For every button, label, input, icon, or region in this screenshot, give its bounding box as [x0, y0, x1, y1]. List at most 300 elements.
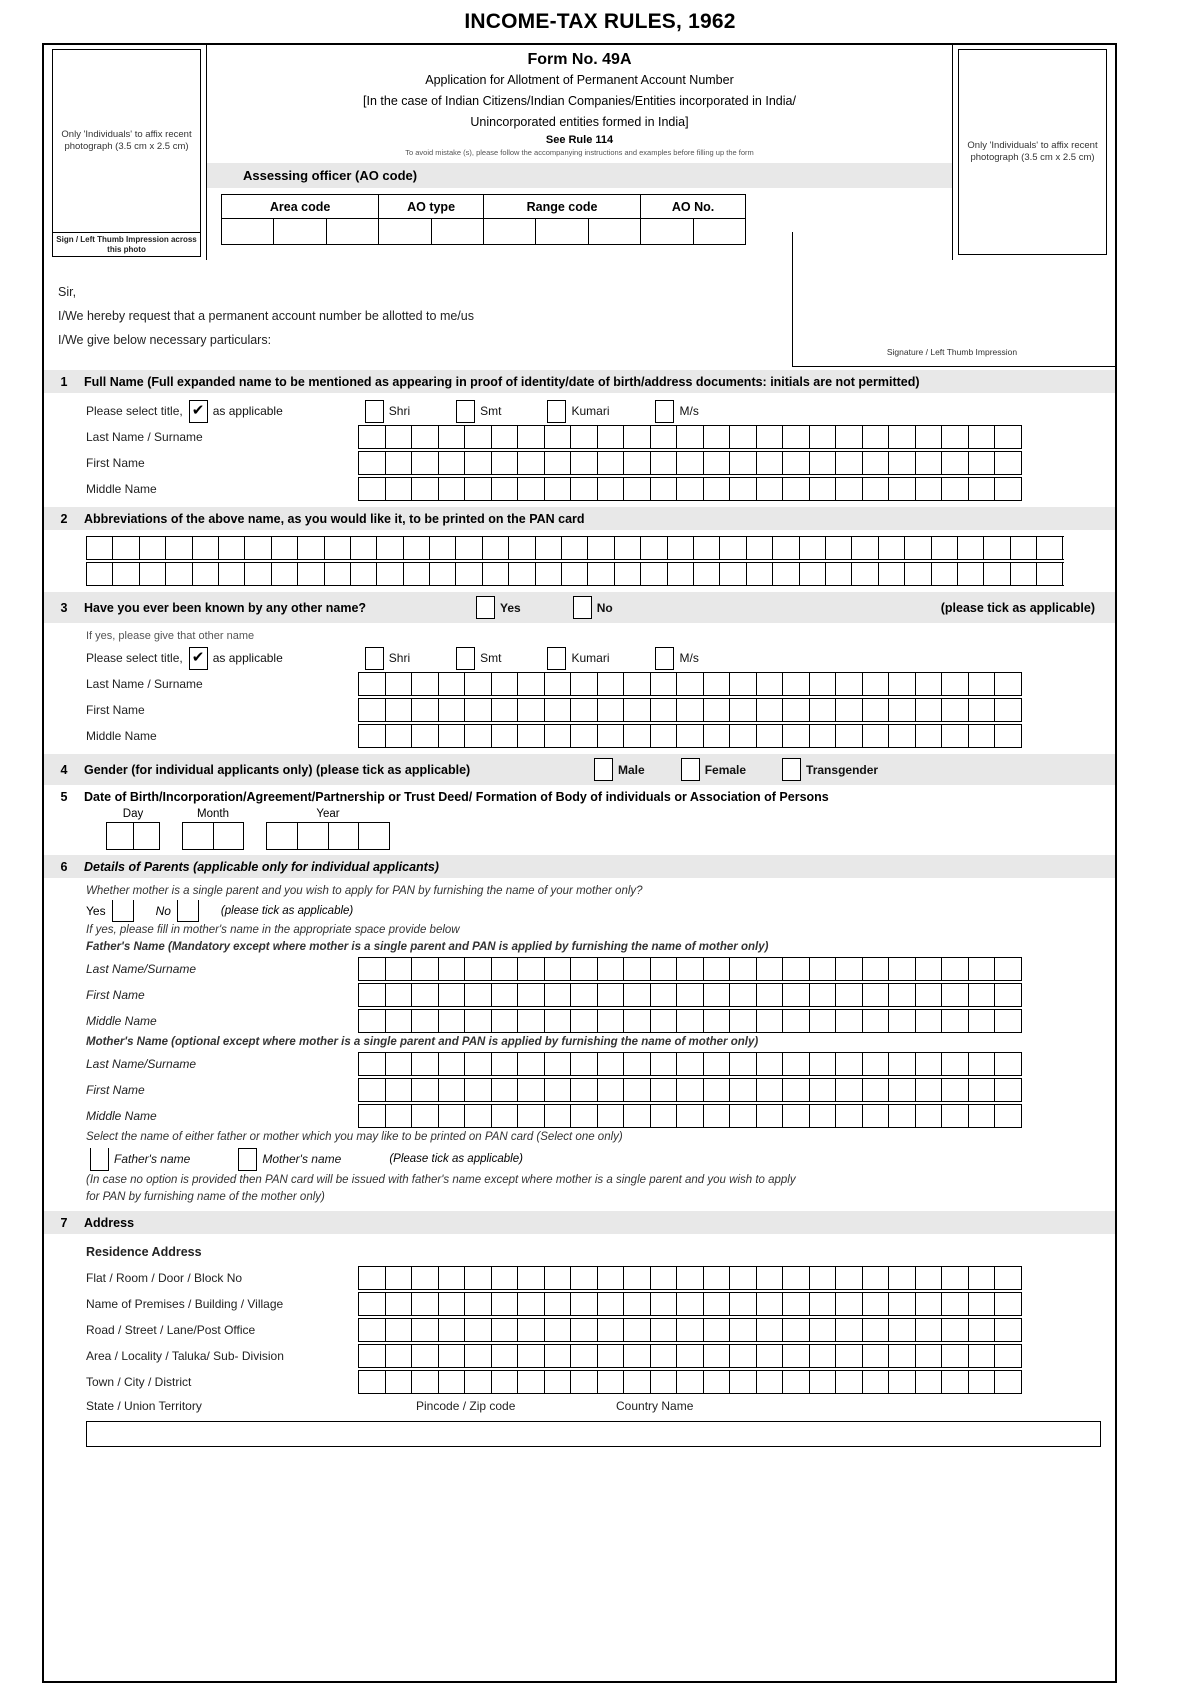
char-cell[interactable]	[518, 1319, 545, 1341]
char-cell[interactable]	[942, 1105, 969, 1127]
char-cell[interactable]	[836, 452, 863, 474]
char-cell[interactable]	[518, 478, 545, 500]
char-cell[interactable]	[810, 1079, 837, 1101]
char-cell[interactable]	[969, 1079, 996, 1101]
char-cell[interactable]	[598, 1319, 625, 1341]
char-cell[interactable]	[386, 478, 413, 500]
char-cell[interactable]	[694, 537, 720, 559]
char-cell[interactable]	[810, 958, 837, 980]
ao-cell[interactable]	[222, 219, 274, 245]
char-cell[interactable]	[386, 958, 413, 980]
char-cell[interactable]	[598, 452, 625, 474]
char-cell[interactable]	[969, 452, 996, 474]
char-cell[interactable]	[518, 1105, 545, 1127]
char-cell[interactable]	[810, 426, 837, 448]
char-cell[interactable]	[545, 1293, 572, 1315]
char-cell[interactable]	[836, 673, 863, 695]
char-cell[interactable]	[571, 1267, 598, 1289]
char-cell[interactable]	[704, 1105, 731, 1127]
title-checkbox-shri-3[interactable]	[365, 647, 384, 670]
char-cell[interactable]	[412, 426, 439, 448]
char-cell[interactable]	[730, 984, 757, 1006]
char-cell[interactable]	[624, 452, 651, 474]
char-cell[interactable]	[651, 1267, 678, 1289]
char-cell[interactable]	[810, 1105, 837, 1127]
char-cell[interactable]	[889, 1079, 916, 1101]
char-cell[interactable]	[730, 452, 757, 474]
char-cell[interactable]	[545, 1267, 572, 1289]
state-pincode-country-input[interactable]	[86, 1421, 1101, 1447]
char-cell[interactable]	[836, 1105, 863, 1127]
char-cell[interactable]	[783, 699, 810, 721]
title-checkbox-smt-1[interactable]	[456, 400, 475, 423]
char-cell[interactable]	[351, 537, 377, 559]
ao-cell[interactable]	[483, 219, 535, 245]
char-cell[interactable]	[995, 673, 1022, 695]
char-cell[interactable]	[836, 1371, 863, 1393]
char-cell[interactable]	[879, 563, 905, 585]
char-cell[interactable]	[1011, 537, 1037, 559]
ao-cell[interactable]	[588, 219, 640, 245]
char-cell[interactable]	[571, 1053, 598, 1075]
char-cell[interactable]	[359, 1293, 386, 1315]
char-cell[interactable]	[492, 1105, 519, 1127]
char-cell[interactable]	[641, 563, 667, 585]
char-cell[interactable]	[598, 958, 625, 980]
char-cell[interactable]	[571, 1105, 598, 1127]
char-cell[interactable]	[412, 1293, 439, 1315]
char-cell[interactable]	[704, 699, 731, 721]
photo-box-right[interactable]	[952, 45, 1115, 260]
char-cell[interactable]	[704, 725, 731, 747]
char-cell[interactable]	[518, 1293, 545, 1315]
char-cell[interactable]	[113, 563, 139, 585]
char-cell[interactable]	[863, 1053, 890, 1075]
char-cell[interactable]	[942, 1267, 969, 1289]
char-cell[interactable]	[889, 452, 916, 474]
char-cell[interactable]	[677, 725, 704, 747]
char-cell[interactable]	[757, 699, 784, 721]
char-cell[interactable]	[969, 1319, 996, 1341]
char-cell[interactable]	[404, 563, 430, 585]
char-cell[interactable]	[412, 1010, 439, 1032]
address-premises-input-grid[interactable]	[358, 1292, 1022, 1316]
char-cell[interactable]	[826, 563, 852, 585]
char-cell[interactable]	[412, 984, 439, 1006]
char-cell[interactable]	[677, 984, 704, 1006]
char-cell[interactable]	[704, 673, 731, 695]
char-cell[interactable]	[757, 1079, 784, 1101]
char-cell[interactable]	[704, 1319, 731, 1341]
char-cell[interactable]	[359, 1267, 386, 1289]
char-cell[interactable]	[651, 673, 678, 695]
char-cell[interactable]	[810, 1371, 837, 1393]
char-cell[interactable]	[916, 478, 943, 500]
char-cell[interactable]	[598, 725, 625, 747]
char-cell[interactable]	[183, 823, 214, 849]
char-cell[interactable]	[598, 1105, 625, 1127]
char-cell[interactable]	[810, 1345, 837, 1367]
char-cell[interactable]	[757, 673, 784, 695]
char-cell[interactable]	[298, 823, 329, 849]
ao-code-table[interactable]	[221, 194, 746, 245]
char-cell[interactable]	[492, 958, 519, 980]
print-name-checkbox-father[interactable]	[90, 1148, 109, 1171]
title-checkbox-kumari-3[interactable]	[547, 647, 566, 670]
char-cell[interactable]	[916, 1079, 943, 1101]
char-cell[interactable]	[439, 1345, 466, 1367]
char-cell[interactable]	[518, 1053, 545, 1075]
char-cell[interactable]	[298, 563, 324, 585]
char-cell[interactable]	[651, 1319, 678, 1341]
char-cell[interactable]	[439, 1010, 466, 1032]
char-cell[interactable]	[465, 1293, 492, 1315]
char-cell[interactable]	[492, 984, 519, 1006]
char-cell[interactable]	[571, 478, 598, 500]
char-cell[interactable]	[720, 563, 746, 585]
char-cell[interactable]	[518, 1267, 545, 1289]
char-cell[interactable]	[969, 673, 996, 695]
char-cell[interactable]	[624, 673, 651, 695]
char-cell[interactable]	[624, 1371, 651, 1393]
char-cell[interactable]	[995, 1079, 1022, 1101]
char-cell[interactable]	[694, 563, 720, 585]
char-cell[interactable]	[359, 1345, 386, 1367]
char-cell[interactable]	[492, 725, 519, 747]
char-cell[interactable]	[465, 1371, 492, 1393]
char-cell[interactable]	[509, 537, 535, 559]
char-cell[interactable]	[942, 958, 969, 980]
char-cell[interactable]	[545, 984, 572, 1006]
char-cell[interactable]	[995, 1053, 1022, 1075]
char-cell[interactable]	[889, 699, 916, 721]
char-cell[interactable]	[386, 1371, 413, 1393]
char-cell[interactable]	[359, 1105, 386, 1127]
char-cell[interactable]	[113, 537, 139, 559]
char-cell[interactable]	[624, 478, 651, 500]
char-cell[interactable]	[651, 426, 678, 448]
char-cell[interactable]	[863, 426, 890, 448]
father-first-name-input-grid[interactable]	[358, 983, 1022, 1007]
char-cell[interactable]	[571, 699, 598, 721]
char-cell[interactable]	[730, 1010, 757, 1032]
char-cell[interactable]	[571, 984, 598, 1006]
char-cell[interactable]	[757, 1345, 784, 1367]
char-cell[interactable]	[359, 1010, 386, 1032]
char-cell[interactable]	[439, 699, 466, 721]
title-checkbox-ms-3[interactable]	[655, 647, 674, 670]
char-cell[interactable]	[651, 725, 678, 747]
address-town-input-grid[interactable]	[358, 1370, 1022, 1394]
char-cell[interactable]	[492, 452, 519, 474]
char-cell[interactable]	[545, 1105, 572, 1127]
char-cell[interactable]	[836, 699, 863, 721]
char-cell[interactable]	[773, 563, 799, 585]
char-cell[interactable]	[571, 725, 598, 747]
char-cell[interactable]	[483, 563, 509, 585]
char-cell[interactable]	[783, 673, 810, 695]
char-cell[interactable]	[439, 725, 466, 747]
char-cell[interactable]	[598, 1267, 625, 1289]
char-cell[interactable]	[87, 563, 113, 585]
char-cell[interactable]	[905, 563, 931, 585]
char-cell[interactable]	[386, 452, 413, 474]
char-cell[interactable]	[456, 563, 482, 585]
char-cell[interactable]	[677, 958, 704, 980]
char-cell[interactable]	[545, 478, 572, 500]
char-cell[interactable]	[298, 537, 324, 559]
char-cell[interactable]	[800, 563, 826, 585]
char-cell[interactable]	[412, 699, 439, 721]
char-cell[interactable]	[518, 725, 545, 747]
char-cell[interactable]	[836, 1345, 863, 1367]
char-cell[interactable]	[107, 823, 134, 849]
char-cell[interactable]	[863, 699, 890, 721]
abbreviation-grid-row-2[interactable]	[86, 562, 1064, 586]
char-cell[interactable]	[889, 1010, 916, 1032]
char-cell[interactable]	[810, 673, 837, 695]
char-cell[interactable]	[942, 699, 969, 721]
char-cell[interactable]	[757, 958, 784, 980]
char-cell[interactable]	[757, 1105, 784, 1127]
char-cell[interactable]	[677, 1267, 704, 1289]
char-cell[interactable]	[800, 537, 826, 559]
char-cell[interactable]	[492, 673, 519, 695]
char-cell[interactable]	[545, 1371, 572, 1393]
char-cell[interactable]	[545, 673, 572, 695]
char-cell[interactable]	[412, 1345, 439, 1367]
char-cell[interactable]	[836, 725, 863, 747]
char-cell[interactable]	[386, 1079, 413, 1101]
char-cell[interactable]	[545, 958, 572, 980]
char-cell[interactable]	[863, 984, 890, 1006]
char-cell[interactable]	[219, 563, 245, 585]
char-cell[interactable]	[879, 537, 905, 559]
char-cell[interactable]	[677, 1345, 704, 1367]
char-cell[interactable]	[836, 958, 863, 980]
char-cell[interactable]	[783, 426, 810, 448]
title-checkbox-shri-1[interactable]	[365, 400, 384, 423]
char-cell[interactable]	[863, 1319, 890, 1341]
char-cell[interactable]	[272, 537, 298, 559]
char-cell[interactable]	[783, 452, 810, 474]
char-cell[interactable]	[826, 537, 852, 559]
char-cell[interactable]	[757, 1319, 784, 1341]
char-cell[interactable]	[757, 725, 784, 747]
char-cell[interactable]	[219, 537, 245, 559]
char-cell[interactable]	[757, 984, 784, 1006]
ao-cell[interactable]	[326, 219, 378, 245]
char-cell[interactable]	[377, 537, 403, 559]
char-cell[interactable]	[386, 673, 413, 695]
char-cell[interactable]	[730, 1319, 757, 1341]
char-cell[interactable]	[651, 1371, 678, 1393]
dob-year-input-grid[interactable]	[266, 822, 390, 850]
char-cell[interactable]	[704, 478, 731, 500]
middle-name-input-grid-3[interactable]	[358, 724, 1022, 748]
char-cell[interactable]	[465, 984, 492, 1006]
char-cell[interactable]	[984, 563, 1010, 585]
char-cell[interactable]	[730, 1371, 757, 1393]
char-cell[interactable]	[439, 426, 466, 448]
char-cell[interactable]	[465, 1010, 492, 1032]
char-cell[interactable]	[757, 426, 784, 448]
char-cell[interactable]	[916, 1345, 943, 1367]
char-cell[interactable]	[598, 1293, 625, 1315]
char-cell[interactable]	[465, 426, 492, 448]
char-cell[interactable]	[624, 426, 651, 448]
char-cell[interactable]	[598, 673, 625, 695]
char-cell[interactable]	[995, 426, 1022, 448]
char-cell[interactable]	[439, 452, 466, 474]
last-name-input-grid-3[interactable]	[358, 672, 1022, 696]
char-cell[interactable]	[783, 725, 810, 747]
char-cell[interactable]	[359, 984, 386, 1006]
char-cell[interactable]	[412, 958, 439, 980]
char-cell[interactable]	[932, 563, 958, 585]
char-cell[interactable]	[668, 537, 694, 559]
char-cell[interactable]	[863, 1293, 890, 1315]
title-checkbox-kumari-1[interactable]	[547, 400, 566, 423]
char-cell[interactable]	[412, 478, 439, 500]
title-checkbox-smt-3[interactable]	[456, 647, 475, 670]
char-cell[interactable]	[942, 1053, 969, 1075]
char-cell[interactable]	[615, 563, 641, 585]
char-cell[interactable]	[995, 1371, 1022, 1393]
first-name-input-grid-1[interactable]	[358, 451, 1022, 475]
char-cell[interactable]	[386, 984, 413, 1006]
char-cell[interactable]	[810, 452, 837, 474]
char-cell[interactable]	[889, 1267, 916, 1289]
char-cell[interactable]	[598, 426, 625, 448]
char-cell[interactable]	[942, 426, 969, 448]
char-cell[interactable]	[624, 1105, 651, 1127]
char-cell[interactable]	[810, 1053, 837, 1075]
char-cell[interactable]	[863, 1371, 890, 1393]
char-cell[interactable]	[810, 1319, 837, 1341]
char-cell[interactable]	[465, 1345, 492, 1367]
char-cell[interactable]	[359, 452, 386, 474]
char-cell[interactable]	[969, 1053, 996, 1075]
char-cell[interactable]	[518, 984, 545, 1006]
char-cell[interactable]	[730, 1345, 757, 1367]
char-cell[interactable]	[571, 958, 598, 980]
char-cell[interactable]	[651, 984, 678, 1006]
char-cell[interactable]	[836, 1079, 863, 1101]
char-cell[interactable]	[214, 823, 245, 849]
char-cell[interactable]	[852, 537, 878, 559]
char-cell[interactable]	[969, 699, 996, 721]
char-cell[interactable]	[598, 1053, 625, 1075]
char-cell[interactable]	[651, 1293, 678, 1315]
char-cell[interactable]	[757, 1053, 784, 1075]
char-cell[interactable]	[359, 958, 386, 980]
char-cell[interactable]	[916, 725, 943, 747]
char-cell[interactable]	[916, 1293, 943, 1315]
char-cell[interactable]	[730, 699, 757, 721]
char-cell[interactable]	[916, 426, 943, 448]
char-cell[interactable]	[863, 1010, 890, 1032]
photo-box-left[interactable]	[44, 45, 207, 260]
char-cell[interactable]	[412, 1079, 439, 1101]
char-cell[interactable]	[166, 537, 192, 559]
char-cell[interactable]	[757, 1010, 784, 1032]
char-cell[interactable]	[995, 958, 1022, 980]
single-parent-checkbox-no[interactable]	[177, 900, 199, 922]
char-cell[interactable]	[439, 1371, 466, 1393]
char-cell[interactable]	[863, 478, 890, 500]
char-cell[interactable]	[518, 699, 545, 721]
char-cell[interactable]	[545, 1345, 572, 1367]
char-cell[interactable]	[995, 1010, 1022, 1032]
char-cell[interactable]	[518, 1371, 545, 1393]
char-cell[interactable]	[1037, 563, 1063, 585]
char-cell[interactable]	[730, 1293, 757, 1315]
char-cell[interactable]	[545, 699, 572, 721]
char-cell[interactable]	[140, 563, 166, 585]
mother-last-name-input-grid[interactable]	[358, 1052, 1022, 1076]
char-cell[interactable]	[932, 537, 958, 559]
char-cell[interactable]	[651, 699, 678, 721]
char-cell[interactable]	[412, 452, 439, 474]
char-cell[interactable]	[492, 699, 519, 721]
char-cell[interactable]	[386, 1345, 413, 1367]
char-cell[interactable]	[412, 1319, 439, 1341]
char-cell[interactable]	[518, 673, 545, 695]
char-cell[interactable]	[836, 984, 863, 1006]
char-cell[interactable]	[509, 563, 535, 585]
char-cell[interactable]	[465, 478, 492, 500]
char-cell[interactable]	[651, 1010, 678, 1032]
char-cell[interactable]	[359, 699, 386, 721]
char-cell[interactable]	[412, 1105, 439, 1127]
char-cell[interactable]	[995, 699, 1022, 721]
char-cell[interactable]	[439, 1053, 466, 1075]
char-cell[interactable]	[783, 958, 810, 980]
char-cell[interactable]	[492, 1267, 519, 1289]
char-cell[interactable]	[598, 984, 625, 1006]
char-cell[interactable]	[245, 563, 271, 585]
char-cell[interactable]	[942, 984, 969, 1006]
char-cell[interactable]	[783, 984, 810, 1006]
char-cell[interactable]	[492, 1053, 519, 1075]
char-cell[interactable]	[995, 725, 1022, 747]
char-cell[interactable]	[916, 673, 943, 695]
char-cell[interactable]	[518, 1079, 545, 1101]
char-cell[interactable]	[783, 1319, 810, 1341]
father-middle-name-input-grid[interactable]	[358, 1009, 1022, 1033]
char-cell[interactable]	[651, 1105, 678, 1127]
address-flat-input-grid[interactable]	[358, 1266, 1022, 1290]
char-cell[interactable]	[995, 1105, 1022, 1127]
char-cell[interactable]	[704, 1267, 731, 1289]
single-parent-checkbox-yes[interactable]	[112, 900, 134, 922]
char-cell[interactable]	[624, 1345, 651, 1367]
char-cell[interactable]	[969, 1371, 996, 1393]
char-cell[interactable]	[995, 984, 1022, 1006]
char-cell[interactable]	[969, 984, 996, 1006]
char-cell[interactable]	[730, 426, 757, 448]
char-cell[interactable]	[624, 699, 651, 721]
char-cell[interactable]	[704, 984, 731, 1006]
char-cell[interactable]	[359, 426, 386, 448]
char-cell[interactable]	[863, 452, 890, 474]
char-cell[interactable]	[624, 1267, 651, 1289]
char-cell[interactable]	[677, 673, 704, 695]
char-cell[interactable]	[439, 1267, 466, 1289]
char-cell[interactable]	[783, 1010, 810, 1032]
char-cell[interactable]	[942, 1293, 969, 1315]
